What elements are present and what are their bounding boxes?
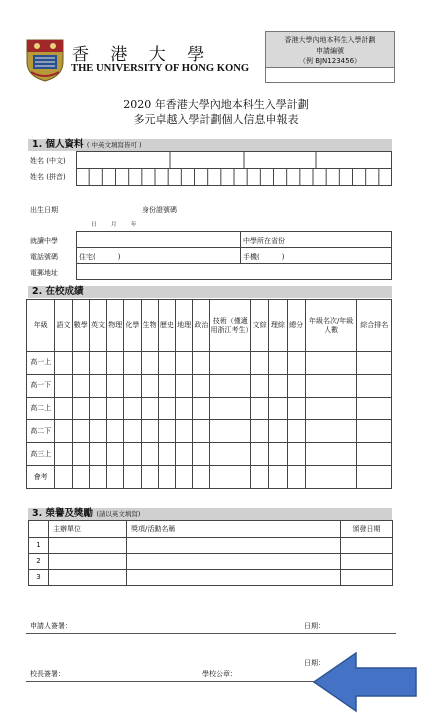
grade-input-cell[interactable]: [89, 374, 106, 397]
grades-col-subject: 地理: [176, 300, 193, 352]
grades-row: [27, 374, 392, 397]
label-date-1: 日期：: [304, 622, 325, 630]
grade-input-cell[interactable]: [305, 466, 357, 489]
grade-input-cell[interactable]: [305, 374, 357, 397]
grade-input-cell[interactable]: [269, 374, 287, 397]
grade-input-cell[interactable]: [269, 466, 287, 489]
grades-col-subject: 語文: [55, 300, 72, 352]
grade-input-cell[interactable]: [55, 397, 72, 420]
grade-input-cell[interactable]: [141, 352, 158, 375]
grades-col-rank: 年級名次/年級人數: [305, 300, 357, 352]
grades-col-lizong: 理綜: [269, 300, 287, 352]
grade-input-cell[interactable]: [89, 420, 106, 443]
grades-col-tech: 技術（僅適用浙江考生）: [210, 300, 251, 352]
grade-input-cell[interactable]: [176, 397, 193, 420]
form-title-line1: 2020 年香港大學內地本科生入學計劃: [123, 98, 309, 111]
section1-title: 個人資料: [45, 139, 84, 150]
grade-input-cell[interactable]: [124, 466, 141, 489]
awards-row: [29, 538, 393, 554]
grade-input-cell[interactable]: [210, 420, 251, 443]
award-input-cell[interactable]: [49, 554, 127, 570]
grade-input-cell[interactable]: [287, 352, 305, 375]
grade-input-cell[interactable]: [210, 443, 251, 466]
grade-input-cell[interactable]: [305, 397, 357, 420]
grade-input-cell[interactable]: [55, 420, 72, 443]
grade-input-cell[interactable]: [357, 374, 392, 397]
awards-col-index: [29, 521, 49, 538]
grades-row: [27, 352, 392, 375]
grade-input-cell[interactable]: [124, 352, 141, 375]
grades-row-label: 高一上: [27, 352, 55, 375]
award-input-cell[interactable]: [49, 570, 127, 586]
grade-input-cell[interactable]: [124, 397, 141, 420]
label-home: 住宅( ): [79, 253, 121, 261]
grades-col-subject: 生物: [141, 300, 158, 352]
principal-signature-line[interactable]: [26, 681, 318, 682]
section3-number: 3.: [32, 508, 43, 519]
grades-row-label: 高三上: [27, 443, 55, 466]
grade-input-cell[interactable]: [193, 466, 210, 489]
grades-row: [27, 397, 392, 420]
grade-input-cell[interactable]: [158, 374, 175, 397]
grade-input-cell[interactable]: [269, 397, 287, 420]
grade-input-cell[interactable]: [107, 466, 124, 489]
grade-input-cell[interactable]: [107, 374, 124, 397]
section2-title: 在校成績: [45, 286, 84, 297]
grades-col-subject: 政治: [193, 300, 210, 352]
appbox-line3: （例 BJN123456）: [298, 57, 362, 65]
grade-input-cell[interactable]: [158, 352, 175, 375]
grade-input-cell[interactable]: [357, 420, 392, 443]
section1-note: ( 中英文填寫皆可 ): [86, 141, 142, 149]
grade-input-cell[interactable]: [305, 352, 357, 375]
grades-row-label: 會考: [27, 466, 55, 489]
award-input-cell[interactable]: [49, 538, 127, 554]
section3-title: 榮譽及獎勵: [45, 508, 94, 519]
grade-input-cell[interactable]: [158, 420, 175, 443]
label-year: 年: [131, 222, 137, 228]
grade-input-cell[interactable]: [269, 352, 287, 375]
appbox-line1: 香港大學內地本科生入學計劃: [284, 36, 376, 44]
grade-input-cell[interactable]: [287, 466, 305, 489]
award-input-cell[interactable]: [127, 570, 341, 586]
grade-input-cell[interactable]: [251, 374, 269, 397]
section3-header: [28, 508, 392, 520]
grade-input-cell[interactable]: [251, 397, 269, 420]
label-mobile: 手機( ): [243, 253, 285, 261]
grade-input-cell[interactable]: [210, 466, 251, 489]
section1-number: 1.: [32, 139, 43, 150]
form-title-line2: 多元卓越入學計劃個人信息申報表: [133, 113, 299, 126]
grades-row-label: 高一下: [27, 374, 55, 397]
grade-input-cell[interactable]: [357, 352, 392, 375]
awards-col-date: 頒發日期: [341, 521, 393, 538]
awards-row-index: 3: [29, 570, 49, 586]
grade-input-cell[interactable]: [107, 420, 124, 443]
grades-row-label: 高二上: [27, 397, 55, 420]
grade-input-cell[interactable]: [158, 397, 175, 420]
awards-row-index: 1: [29, 538, 49, 554]
grade-input-cell[interactable]: [72, 443, 89, 466]
awards-col-award: 獎項/活動名稱: [127, 521, 341, 538]
grade-input-cell[interactable]: [72, 466, 89, 489]
label-applicant-signature: 申請人簽署：: [30, 622, 72, 630]
grade-input-cell[interactable]: [141, 397, 158, 420]
award-input-cell[interactable]: [341, 538, 393, 554]
grades-col-grade: 年級: [27, 300, 55, 352]
grade-input-cell[interactable]: [210, 352, 251, 375]
label-id-no: 身份證號碼: [142, 206, 177, 214]
grade-input-cell[interactable]: [176, 374, 193, 397]
awards-row: [29, 570, 393, 586]
grade-input-cell[interactable]: [141, 443, 158, 466]
grade-input-cell[interactable]: [269, 420, 287, 443]
label-school-seal: 學校公章：: [202, 670, 237, 678]
grade-input-cell[interactable]: [251, 420, 269, 443]
grades-row: [27, 443, 392, 466]
grade-input-cell[interactable]: [193, 352, 210, 375]
appbox-line2: 申請編號: [316, 46, 344, 55]
grades-row-label: 高二下: [27, 420, 55, 443]
label-principal-signature: 校長簽署：: [30, 670, 65, 678]
grade-input-cell[interactable]: [176, 352, 193, 375]
application-number-box[interactable]: [265, 31, 395, 83]
grade-input-cell[interactable]: [89, 397, 106, 420]
label-date-2: 日期：: [304, 659, 325, 667]
grade-input-cell[interactable]: [287, 397, 305, 420]
grade-input-cell[interactable]: [124, 420, 141, 443]
grade-input-cell[interactable]: [89, 466, 106, 489]
grade-input-cell[interactable]: [287, 443, 305, 466]
university-name-cn: 香 港 大 學: [72, 45, 213, 65]
grades-col-total: 總分: [287, 300, 305, 352]
grade-input-cell[interactable]: [124, 374, 141, 397]
section2-header: [28, 286, 392, 298]
applicant-signature-line[interactable]: [26, 633, 396, 634]
grade-input-cell[interactable]: [193, 397, 210, 420]
grades-row: [27, 466, 392, 489]
award-input-cell[interactable]: [127, 554, 341, 570]
grades-table: [26, 299, 392, 489]
grade-input-cell[interactable]: [251, 466, 269, 489]
grades-col-wenzong: 文綜: [251, 300, 269, 352]
label-name-pinyin: 姓名 (拼音): [30, 173, 66, 181]
grade-input-cell[interactable]: [55, 466, 72, 489]
grade-input-cell[interactable]: [193, 374, 210, 397]
grade-input-cell[interactable]: [107, 443, 124, 466]
label-name-cn: 姓名 (中文): [30, 157, 66, 165]
grade-input-cell[interactable]: [287, 374, 305, 397]
grade-input-cell[interactable]: [305, 420, 357, 443]
grade-input-cell[interactable]: [107, 397, 124, 420]
grade-input-cell[interactable]: [55, 352, 72, 375]
section1-header: [28, 139, 392, 151]
label-day: 日: [91, 222, 97, 228]
grade-input-cell[interactable]: [107, 352, 124, 375]
awards-row-index: 2: [29, 554, 49, 570]
grades-col-subject: 歷史: [158, 300, 175, 352]
grade-input-cell[interactable]: [141, 420, 158, 443]
grade-input-cell[interactable]: [176, 466, 193, 489]
grade-input-cell[interactable]: [158, 443, 175, 466]
awards-col-org: 主辦單位: [49, 521, 127, 538]
grade-input-cell[interactable]: [251, 352, 269, 375]
award-input-cell[interactable]: [341, 570, 393, 586]
label-dob: 出生日期: [30, 206, 58, 214]
grade-input-cell[interactable]: [193, 443, 210, 466]
contact-input-boxes[interactable]: [76, 231, 392, 281]
grades-col-subject: 化學: [124, 300, 141, 352]
grade-input-cell[interactable]: [158, 466, 175, 489]
university-name-en: THE UNIVERSITY OF HONG KONG: [71, 63, 250, 74]
awards-table: [28, 520, 393, 586]
grade-input-cell[interactable]: [269, 443, 287, 466]
grades-col-subject: 英文: [89, 300, 106, 352]
name-input-boxes[interactable]: [76, 151, 392, 187]
grade-input-cell[interactable]: [357, 466, 392, 489]
grade-input-cell[interactable]: [72, 420, 89, 443]
grade-input-cell[interactable]: [141, 374, 158, 397]
label-email: 電郵地址: [30, 269, 58, 277]
arrow-left-icon: [312, 651, 418, 713]
label-school: 就讀中學: [30, 237, 58, 245]
grade-input-cell[interactable]: [176, 443, 193, 466]
grade-input-cell[interactable]: [287, 420, 305, 443]
award-input-cell[interactable]: [341, 554, 393, 570]
awards-row: [29, 554, 393, 570]
grade-input-cell[interactable]: [55, 443, 72, 466]
grades-row: [27, 420, 392, 443]
award-input-cell[interactable]: [127, 538, 341, 554]
grade-input-cell[interactable]: [176, 420, 193, 443]
label-phone: 電話號碼: [30, 253, 58, 261]
grade-input-cell[interactable]: [89, 443, 106, 466]
label-province: 中學所在省份: [243, 237, 285, 245]
hku-crest-icon: [25, 38, 65, 82]
section3-note: (請以英文填寫): [96, 510, 141, 518]
grade-input-cell[interactable]: [72, 397, 89, 420]
grade-input-cell[interactable]: [357, 397, 392, 420]
grades-col-subject: 物理: [107, 300, 124, 352]
section2-number: 2.: [32, 286, 43, 297]
grade-input-cell[interactable]: [251, 443, 269, 466]
grade-input-cell[interactable]: [141, 466, 158, 489]
grade-input-cell[interactable]: [193, 420, 210, 443]
grade-input-cell[interactable]: [210, 374, 251, 397]
grades-col-overall-rank: 綜合排名: [357, 300, 392, 352]
label-month: 月: [111, 222, 117, 228]
grades-col-subject: 數學: [72, 300, 89, 352]
grade-input-cell[interactable]: [89, 352, 106, 375]
grade-input-cell[interactable]: [357, 443, 392, 466]
grades-header-row: [27, 300, 392, 352]
grade-input-cell[interactable]: [210, 397, 251, 420]
grade-input-cell[interactable]: [305, 443, 357, 466]
grade-input-cell[interactable]: [72, 374, 89, 397]
grade-input-cell[interactable]: [72, 352, 89, 375]
grade-input-cell[interactable]: [55, 374, 72, 397]
grade-input-cell[interactable]: [124, 443, 141, 466]
